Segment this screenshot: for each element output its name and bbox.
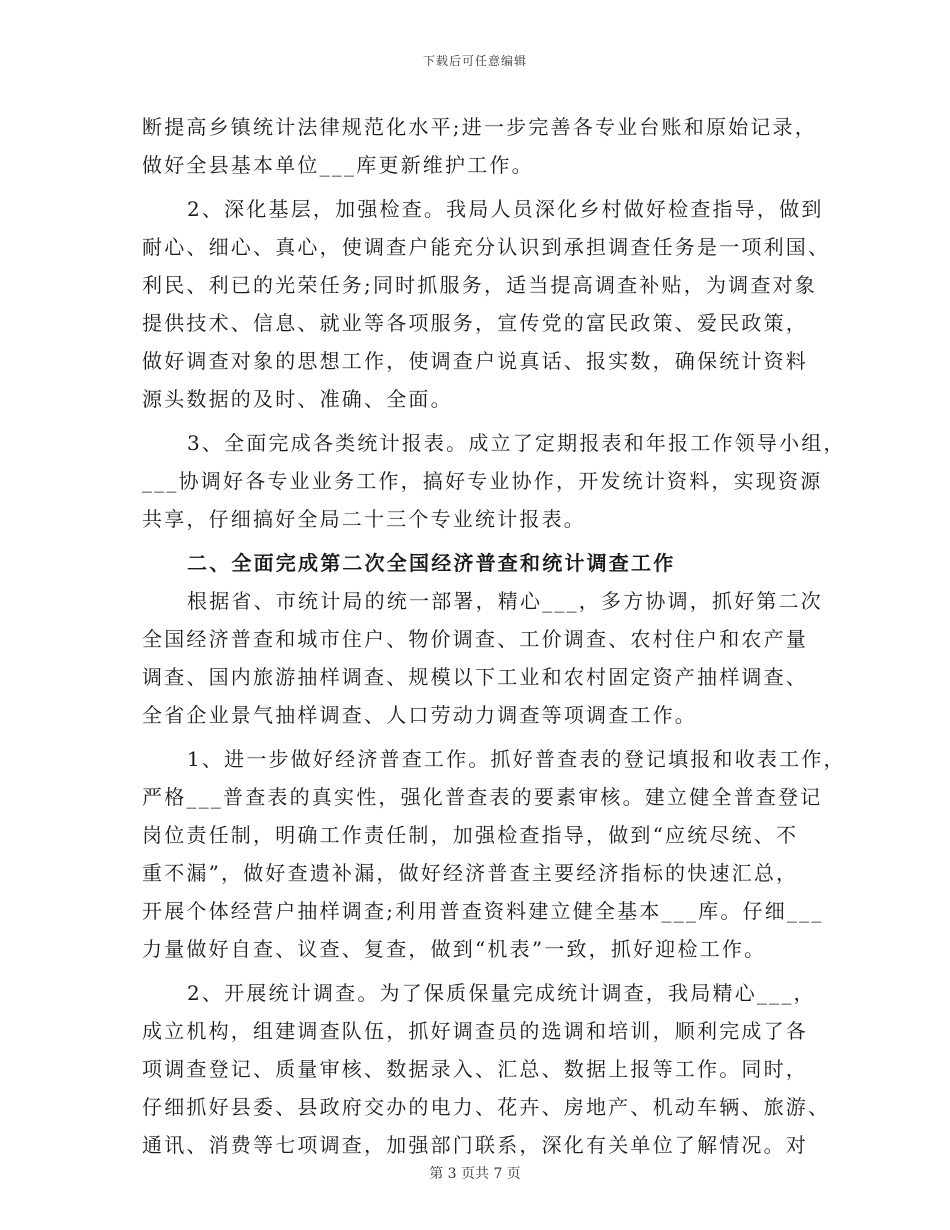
text-line: 力量做好自查、议查、复查，做到“机表”一致，抓好迎检工作。 bbox=[142, 937, 767, 961]
text-line: 调查、国内旅游抽样调查、规模以下工业和农村固定资产抽样调查、 bbox=[142, 665, 808, 689]
text-line: 利民、利已的光荣任务;同时抓服务，适当提高调查补贴，为调查对象 bbox=[142, 273, 817, 297]
text-line: 严格___普查表的真实性，强化普查表的要素审核。建立健全普查登记 bbox=[142, 785, 823, 809]
text-line: 重不漏”，做好查遗补漏，做好经济普查主要经济指标的快速汇总， bbox=[142, 861, 799, 885]
paragraph-start: 3、全面完成各类统计报表。成立了定期报表和年报工作领导小组， bbox=[187, 431, 846, 455]
text-line: 断提高乡镇统计法律规范化水平;进一步完善各专业台账和原始记录， bbox=[142, 115, 817, 139]
paragraph-start: 1、进一步做好经济普查工作。抓好普查表的登记填报和收表工作， bbox=[187, 747, 846, 771]
document-body bbox=[142, 108, 846, 1164]
text-line: 全省企业景气抽样调查、人口劳动力调查等项调查工作。 bbox=[142, 703, 697, 727]
text-line: 耐心、细心、真心，使调查户能充分认识到承担调查任务是一项利国、 bbox=[142, 235, 831, 259]
text-line: 共享，仔细搞好全局二十三个专业统计报表。 bbox=[142, 507, 586, 531]
text-line: 岗位责任制，明确工作责任制，加强检查指导，做到“应统尽统、不 bbox=[142, 823, 799, 847]
paragraph-start: 根据省、市统计局的统一部署，精心___，多方协调，抓好第二次 bbox=[187, 589, 823, 613]
text-line: 做好调查对象的思想工作，使调查户说真话、报实数，确保统计资料 bbox=[142, 349, 808, 373]
section-heading: 二、全面完成第二次全国经济普查和统计调查工作 bbox=[187, 551, 676, 575]
text-line: 提供技术、信息、就业等各项服务，宣传党的富民政策、爱民政策， bbox=[142, 311, 808, 335]
text-line: 通讯、消费等七项调查，加强部门联系，深化有关单位了解情况。对 bbox=[142, 1133, 808, 1157]
text-line: 开展个体经营户抽样调查;利用普查资料建立健全基本___库。仔细___ bbox=[142, 899, 824, 923]
text-line: 源头数据的及时、准确、全面。 bbox=[142, 387, 453, 411]
text-line: 成立机构，组建调查队伍，抓好调查员的选调和培训，顺利完成了各 bbox=[142, 1019, 808, 1043]
text-line: 仔细抓好县委、县政府交办的电力、花卉、房地产、机动车辆、旅游、 bbox=[142, 1095, 831, 1119]
header-note: 下载后可任意编辑 bbox=[422, 54, 527, 68]
text-line: ___协调好各专业业务工作，搞好专业协作，开发统计资料，实现资源 bbox=[142, 469, 823, 493]
text-line: 项调查登记、质量审核、数据录入、汇总、数据上报等工作。同时， bbox=[142, 1057, 808, 1081]
paragraph-start: 2、开展统计调查。为了保质保量完成统计调查，我局精心___， bbox=[187, 981, 816, 1005]
text-line: 做好全县基本单位___库更新维护工作。 bbox=[142, 153, 534, 177]
text-line: 全国经济普查和城市住户、物价调查、工价调查、农村住户和农产量 bbox=[142, 627, 808, 651]
page-number: 第 3 页共 7 页 bbox=[429, 1166, 521, 1182]
paragraph-start: 2、深化基层，加强检查。我局人员深化乡村做好检查指导，做到 bbox=[187, 197, 824, 221]
